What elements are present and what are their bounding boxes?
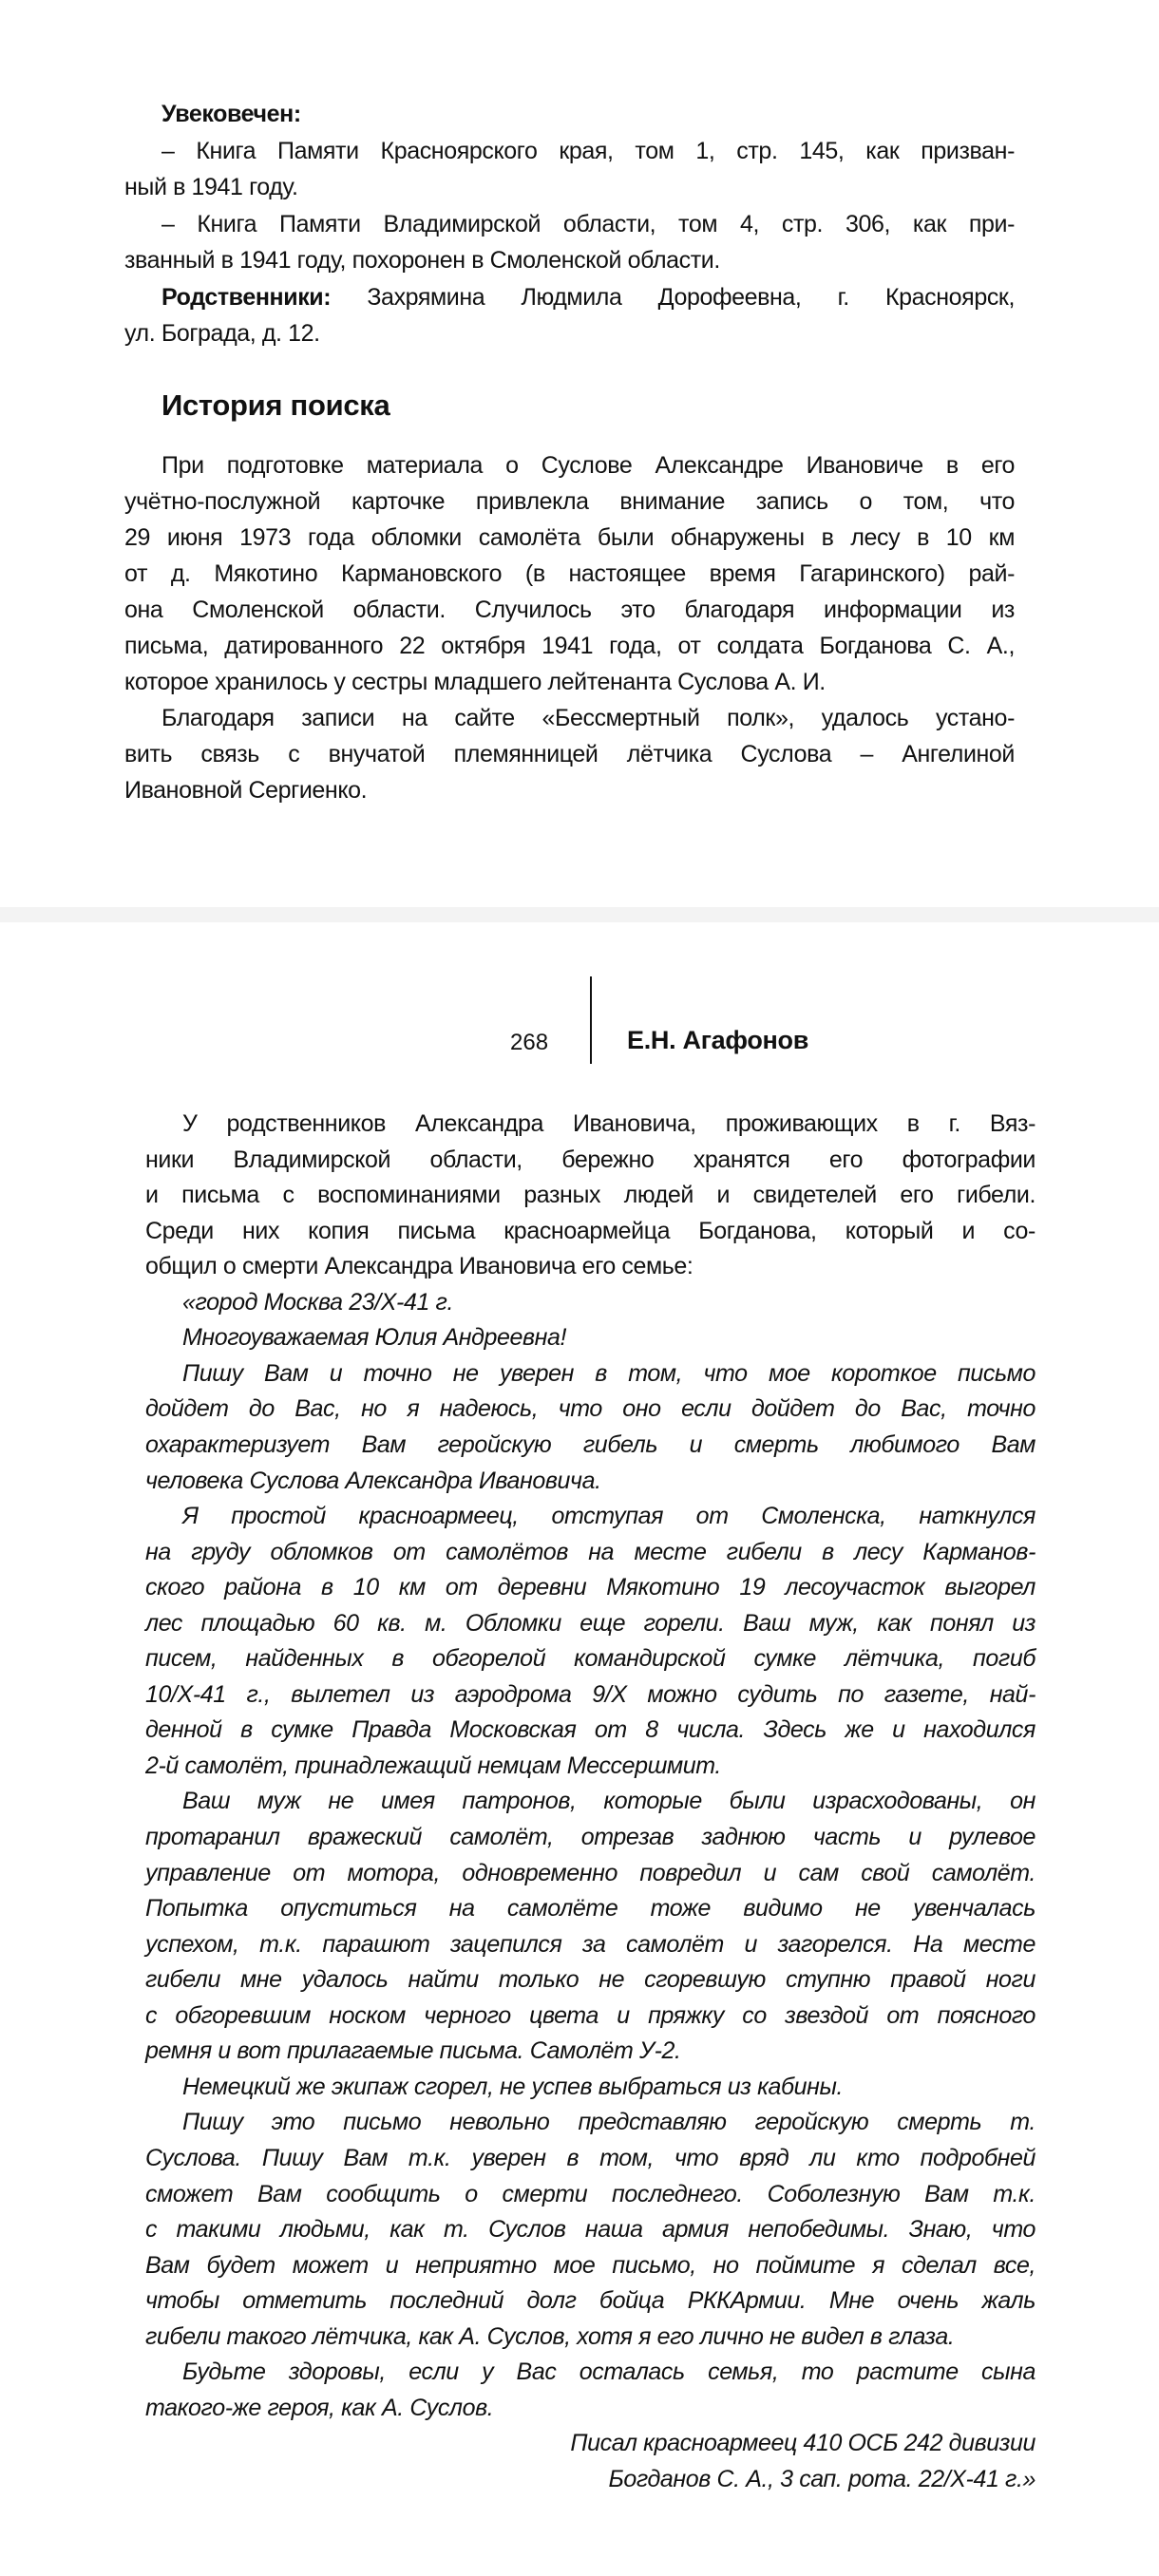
letter-signature-line: Богданов С. А., 3 сап. рота. 22/Х-41 г.» [608,2465,1036,2492]
letter-paragraph-line: 10/Х-41 г., вылетел из аэродрома 9/Х можно судить по газете, най- [145,1680,1036,1708]
letter-paragraph-line: ского района в 10 км от деревни Мякотино 19 лесоучасток выгорел [145,1574,1036,1601]
letter-paragraph-line: охарактеризует Вам геройскую гибель и смерть любимого Вам [145,1430,1036,1458]
letter-paragraph-line: гибели такого лётчика, как А. Суслов, хотя я его лично не видел в глаза. [145,2322,955,2350]
letter-paragraph-line: Немецкий же экипаж сгорел, не успев выбраться из кабины. [182,2073,844,2100]
relatives-label: Родственники: [162,284,332,311]
running-head-author: Е.Н. Агафонов [627,1026,809,1054]
search-history-p2-line: вить связь с внучатой племянницей лётчика Суслова – Ангелиной [124,741,1015,767]
letter-paragraph-line: сможет Вам сообщить о смерти последнего. Соболезную Вам т.к. [145,2180,1036,2207]
memorial-book-entry-1-cont: ный в 1941 году. [124,174,298,200]
memorial-book-entry-2: – Книга Памяти Владимирской области, том 4, стр. 306, как при- [162,211,1015,237]
relatives-address: ул. Бограда, д. 12. [124,320,320,347]
search-history-p1-line: от д. Мякотино Кармановского (в настоящее время Гагаринского) рай- [124,560,1015,587]
search-history-p2-line: Ивановной Сергиенко. [124,777,368,804]
memorial-book-entry-2-cont: званный в 1941 году, похоронен в Смоленской области. [124,247,720,274]
letter-paragraph-line: Пишу Вам и точно не уверен в том, что мое короткое письмо [182,1359,1036,1387]
letter-paragraph-line: с обгоревшим носком черного цвета и пряжку со звездой от поясного [145,2001,1036,2029]
letter-paragraph-line: Попытка опуститься на самолёте тоже видимо не увенчалась [145,1895,1036,1923]
intro-line: ники Владимирской области, бережно хранятся его фотографии [145,1146,1036,1173]
letter-paragraph-line: лес площадью 60 кв. м. Обломки еще горели. Ваш муж, как понял из [145,1609,1036,1637]
intro-line: Среди них копия письма красноармейца Богданова, который и со- [145,1217,1036,1244]
letter-paragraph-line: с такими людьми, как т. Суслов наша армия непобедимы. Знаю, что [145,2216,1036,2244]
search-history-p1-line: При подготовке материала о Суслове Александре Ивановиче в его [162,452,1015,479]
letter-paragraph-line: протаранил вражеский самолёт, отрезав заднюю часть и рулевое [145,1824,1036,1850]
letter-paragraph-line: 2-й самолёт, принадлежащий немцам Мессершмит. [145,1752,721,1779]
letter-signature-line: Писал красноармеец 410 ОСБ 242 дивизии [570,2430,1036,2457]
letter-paragraph-line: Я простой красноармеец, отступая от Смоленска, наткнулся [182,1503,1036,1530]
section-heading-search-history: История поиска [162,388,390,422]
letter-paragraph-line: Будьте здоровы, если у Вас осталась семья, то растите сына [182,2358,1036,2386]
search-history-p1-line: которое хранилось у сестры младшего лейтенанта Суслова А. И. [124,669,826,695]
letter-paragraph-line: дойдет до Вас, но я надеюсь, что оно если дойдет до Вас, точно [145,1395,1036,1423]
letter-paragraph-line: Суслова. Пишу Вам т.к. уверен в том, что вряд ли кто подробней [145,2144,1036,2171]
search-history-p1-line: 29 июня 1973 года обломки самолёта были обнаружены в лесу в 10 км [124,524,1015,551]
search-history-p2-line: Благодаря записи на сайте «Бессмертный полк», удалось устано- [162,705,1015,731]
letter-paragraph-line: Ваш муж не имея патронов, которые были израсходованы, он [182,1788,1036,1815]
letter-paragraph-line: гибели мне удалось найти только не сгоревшую ступню правой ноги [145,1966,1036,1994]
letter-paragraph-line: успехом, т.к. парашют зацепился за самолёт и загорелся. На месте [145,1930,1036,1958]
letter-paragraph-line: управление от мотора, одновременно повредил и сам свой самолёт. [145,1859,1036,1886]
page-number: 268 [510,1030,549,1055]
intro-line: общил о смерти Александра Ивановича его семье: [145,1253,694,1280]
letter-paragraph-line: Пишу это письмо невольно представляю геройскую смерть т. [182,2109,1036,2136]
letter-salutation: Многоуважаемая Юлия Андреевна! [182,1324,567,1352]
letter-paragraph-line: писем, найденных в обгорелой командирской сумке лётчика, погиб [145,1645,1036,1673]
search-history-p1-line: учётно-послужной карточке привлекла внимание запись о том, что [124,488,1015,515]
header-divider [590,976,592,1064]
letter-paragraph-line: чтобы отметить последний долг бойца РККАрмии. Мне очень жаль [145,2287,1036,2315]
intro-line: и письма с воспоминаниями разных людей и свидетелей его гибели. [145,1182,1036,1209]
letter-place-date: «город Москва 23/Х-41 г. [182,1288,453,1316]
letter-paragraph-line: на груду обломков от самолётов на месте гибели в лесу Карманов- [145,1538,1036,1565]
letter-paragraph-line: такого-же героя, как А. Суслов. [145,2394,494,2421]
page-top [0,0,1159,907]
intro-line: У родственников Александра Ивановича, проживающих в г. Вяз- [182,1110,1036,1137]
immortalized-label: Увековечен: [162,101,301,127]
letter-paragraph-line: ремня и вот прилагаемые письма. Самолёт У-2. [145,2037,681,2065]
relatives-line [124,279,1015,315]
letter-paragraph-line: денной в сумке Правда Московская от 8 числа. Здесь же и находился [145,1716,1036,1744]
letter-paragraph-line: человека Суслова Александра Ивановича. [145,1467,601,1494]
memorial-book-entry-1: – Книга Памяти Красноярского края, том 1, стр. 145, как призван- [162,138,1015,164]
search-history-p1-line: она Смоленской области. Случилось это благодаря информации из [124,597,1015,623]
page-separator [0,907,1159,922]
search-history-p1-line: письма, датированного 22 октября 1941 года, от солдата Богданова С. А., [124,633,1015,659]
relatives-value: Захрямина Людмила Дорофеевна, г. Красноярск, [367,284,1015,311]
letter-paragraph-line: Вам будет может и неприятно мое письмо, но поймите я сделал все, [145,2251,1036,2279]
